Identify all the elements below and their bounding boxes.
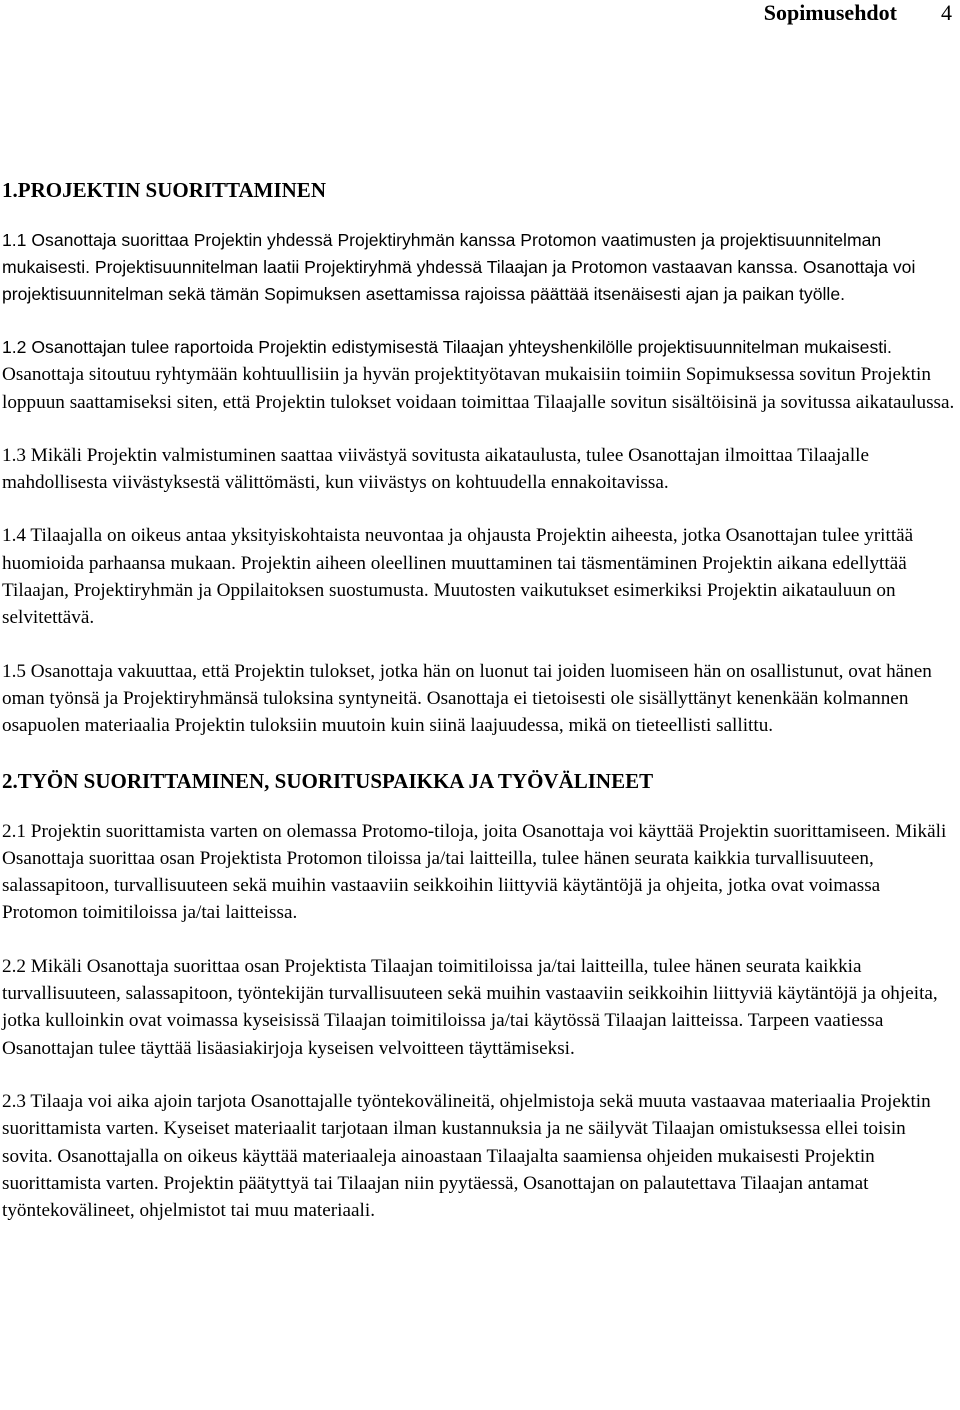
paragraph-2-2: 2.2 Mikäli Osanottaja suorittaa osan Projektista Tilaajan toimitiloissa ja/tai laitteilla, tulee hänen seurata kaikkia turvallisuuteen, salassapitoon, työntekijän turvallisuuteen sekä muihin vastaaviin seikkoihin liittyviä käytäntöjä ja ohjeita, jotka kulloinkin ovat voimassa kyseisissä Tilaajan toimitiloissa ja/tai käytössä Tilaajan laitteissa. Tarpeen vaatiessa Osanottajan tulee täyttää lisäasiakirjoja kyseisen velvoitteen täyttämiseksi.: [2, 955, 938, 1059]
paragraph-1-2-part-a: 1.2 Osanottajan tulee raportoida Projektin edistymisestä Tilaajan yhteyshenkilölle projektisuunnitelman mukaisesti.: [2, 337, 892, 357]
paragraph-1-4: 1.4 Tilaajalla on oikeus antaa yksityiskohtaista neuvontaa ja ohjausta Projektin aiheesta, jotka Osanottajan tulee yrittää huomioida parhaansa mukaan. Projektin aiheen oleellinen muuttaminen tai täsmentäminen Projektin aikana edellyttää Tilaajan, Projektiryhmän ja Oppilaitoksen suostumusta. Muutosten vaikutukset esimerkiksi Projektin aikatauluun on selvitettävä.: [2, 525, 914, 629]
document-title: Sopimusehdot: [763, 0, 897, 25]
paragraph-1-2-part-b: Osanottaja sitoutuu ryhtymään kohtuullisiin ja hyvän projektityötavan mukaisiin toimiin Sopimuksessa sovitun Projektin loppuun saattamiseksi siten, että Projektin tulokset voidaan toimittaa Tilaajalle sovitun sisältöisinä ja sovitussa aikataulussa.: [2, 364, 955, 413]
paragraph-1-1: 1.1 Osanottaja suorittaa Projektin yhdessä Projektiryhmän kanssa Protomon vaatimusten ja projektisuunnitelman mukaisesti. Projektisuunnitelman laatii Projektiryhmä yhdessä Tilaajan ja Protomon vastaavan kanssa. Osanottaja voi projektisuunnitelman sekä tämän Sopimuksen asettamissa rajoissa päättää itsenäisesti ajan ja paikan työlle.: [2, 230, 916, 304]
paragraph-1-2: [2, 334, 958, 416]
page-header: [764, 0, 952, 28]
section-1-heading: 1.PROJEKTIN SUORITTAMINEN: [2, 178, 326, 202]
section-2-heading: 2.TYÖN SUORITTAMINEN, SUORITUSPAIKKA JA TYÖVÄLINEET: [2, 768, 654, 793]
document-body: [2, 175, 958, 1250]
paragraph-2-3: 2.3 Tilaaja voi aika ajoin tarjota Osanottajalle työntekovälineitä, ohjelmistoja sekä muuta vastaavaa materiaalia Projektin suorittamista varten. Kyseiset materiaalit tarjotaan ilman kustannuksia ja ne säilyvät Tilaajan omistuksessa ellei toisin sovita. Osanottajalla on oikeus käyttää materiaaleja ainoastaan Tilaajalta saamiensa ohjeiden mukaisesti Projektin suorittamista varten. Projektin päätyttyä tai Tilaajan niin pyytäessä, Osanottajan on palautettava Tilaajan antamat työntekovälineet, ohjelmistot tai muu materiaali.: [2, 1090, 931, 1222]
paragraph-2-1: 2.1 Projektin suorittamista varten on olemassa Protomo-tiloja, joita Osanottaja voi käyttää Projektin suorittamiseen. Mikäli Osanottaja suorittaa osan Projektista Protomon tiloissa ja/tai laitteilla, tulee hänen seurata kaikkia turvallisuuteen, salassapitoon, turvallisuuteen sekä muihin vastaaviin seikkoihin liittyviä käytäntöjä ja ohjeita, jotka ovat voimassa Protomon toimitiloissa ja/tai laitteissa.: [2, 820, 947, 924]
paragraph-1-5: 1.5 Osanottaja vakuuttaa, että Projektin tulokset, jotka hän on luonut tai joiden luomiseen hän on osallistunut, ovat hänen oman työnsä ja Projektiryhmänsä tuloksina syntyneitä. Osanottaja ei tietoisesti ole sisällyttänyt kenenkään kolmannen osapuolen materiaalia Projektin tuloksiin muutoin kuin siinä laajuudessa, mikä on tieteellisti sallittu.: [2, 660, 932, 737]
page-number: 4: [941, 0, 952, 25]
paragraph-1-3: 1.3 Mikäli Projektin valmistuminen saattaa viivästyä sovitusta aikataulusta, tulee Osanottajan ilmoittaa Tilaajalle mahdollisesta viivästyksestä välittömästi, kun viivästys on kohtuudella ennakoitavissa.: [2, 444, 869, 494]
